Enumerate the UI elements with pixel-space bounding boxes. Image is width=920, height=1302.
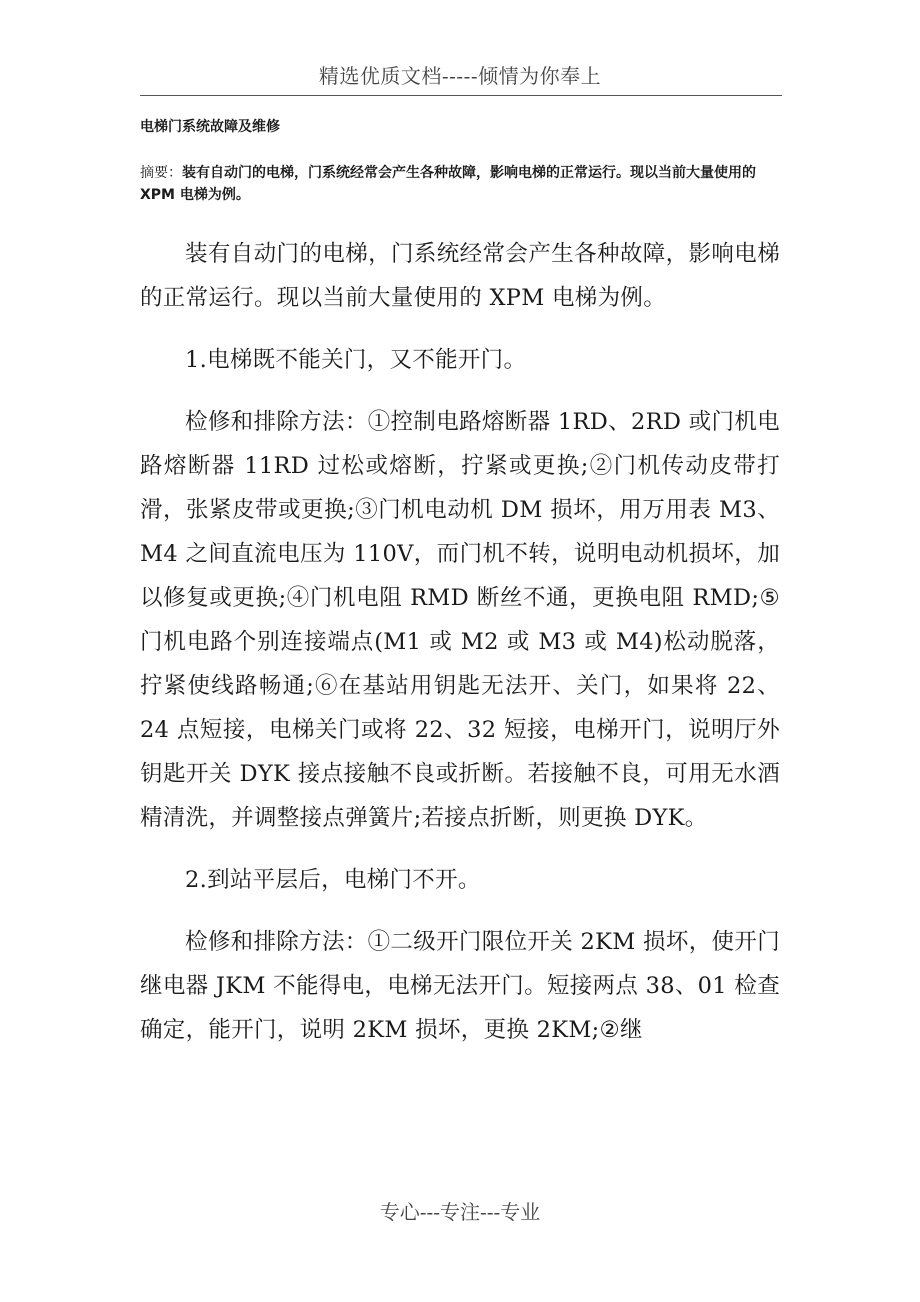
abstract: [140, 162, 788, 206]
repair-paragraph-1: 检修和排除方法：①控制电路熔断器 1RD、2RD 或门机电路熔断器 11RD 过松或熔断，拧紧或更换;②门机传动皮带打滑，张紧皮带或更换;③门机电动机 DM 损坏，用万用表 M3、M4 之间直流电压为 110V，而门机不转，说明电动机损坏，加以修复或更换;④门机电阻 RMD 断丝不通，更换电阻 RMD;⑤门机电路个别连接端点(M1 或 M2 或 M3 或 M4)松动脱落，拧紧使线路畅通;⑥在基站用钥匙无法开、关门，如果将 22、24 点短接，电梯关门或将 22、32 短接，电梯开门，说明厅外钥匙开关 DYK 接点接触不良或折断。若接触不良，可用无水酒精清洗，并调整接点弹簧片;若接点折断，则更换 DYK。: [140, 409, 780, 831]
section-heading-2: 2.到站平层后，电梯门不开。: [185, 867, 481, 893]
abstract-text: 装有自动门的电梯，门系统经常会产生各种故障，影响电梯的正常运行。现以当前大量使用的 XPM 电梯为例。: [140, 165, 756, 203]
repair-paragraph-2: 检修和排除方法：①二级开门限位开关 2KM 损坏，使开门继电器 JKM 不能得电，电梯无法开门。短接两点 38、01 检查确定，能开门，说明 2KM 损坏，更换 2KM;②继: [140, 929, 780, 1043]
abstract-label: 摘要：: [140, 165, 182, 181]
document-title: 电梯门系统故障及维修: [140, 119, 280, 135]
page-footer: 专心---专注---专业: [379, 1200, 541, 1224]
document-body: [140, 232, 780, 1070]
page-header: 精选优质文档-----倾情为你奉上: [318, 64, 602, 88]
header-divider: [140, 95, 782, 96]
section-heading-1: 1.电梯既不能关门，又不能开门。: [185, 347, 527, 373]
intro-paragraph: 装有自动门的电梯，门系统经常会产生各种故障，影响电梯的正常运行。现以当前大量使用的 XPM 电梯为例。: [140, 241, 780, 311]
